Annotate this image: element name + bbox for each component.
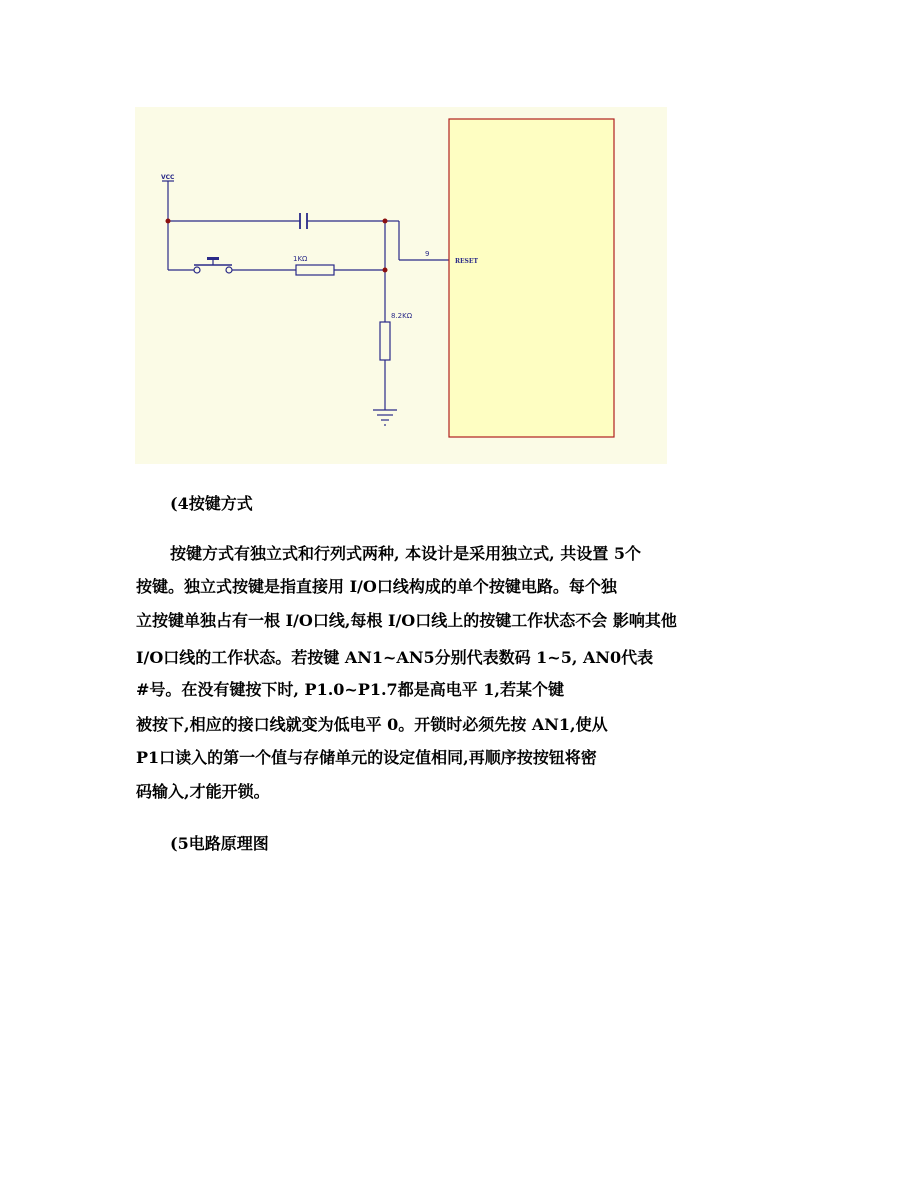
paragraph-line: #号。在没有键按下时, P1.0~P1.7都是高电平 1,若某个键 bbox=[136, 680, 564, 699]
reset-pin-label: RESET bbox=[455, 258, 478, 265]
junction-dot-vcc bbox=[166, 219, 171, 224]
microcontroller-chip bbox=[449, 119, 614, 437]
junction-dot-cap bbox=[383, 219, 388, 224]
resistor-8-2k-label: 8.2KΩ bbox=[391, 312, 413, 320]
resistor-1k-label: 1KΩ bbox=[293, 255, 308, 263]
paragraph-line: 按键方式有独立式和行列式两种, 本设计是采用独立式, 共设置 5个 bbox=[170, 544, 641, 563]
section5-heading: (5电路原理图 bbox=[170, 834, 269, 853]
paragraph-line: P1口读入的第一个值与存储单元的设定值相同,再顺序按按钮将密 bbox=[136, 748, 597, 767]
paragraph-line: 码输入,才能开锁。 bbox=[136, 782, 270, 801]
reset-circuit-diagram bbox=[0, 0, 920, 480]
pin-number: 9 bbox=[425, 250, 430, 258]
paragraph-line: 按键。独立式按键是指直接用 I/O口线构成的单个按键电路。每个独 bbox=[136, 577, 617, 596]
section4-heading: (4按键方式 bbox=[170, 494, 253, 513]
vcc-label: VCC bbox=[161, 174, 175, 181]
paragraph-line: 被按下,相应的接口线就变为低电平 0。开锁时必须先按 AN1,使从 bbox=[136, 715, 608, 734]
paragraph-line: I/O口线的工作状态。若按键 AN1~AN5分别代表数码 1~5, AN0代表 bbox=[136, 648, 654, 667]
junction-dot-node bbox=[383, 268, 388, 273]
paragraph-line: 立按键单独占有一根 I/O口线,每根 I/O口线上的按键工作状态不会 影响其他 bbox=[136, 611, 677, 630]
